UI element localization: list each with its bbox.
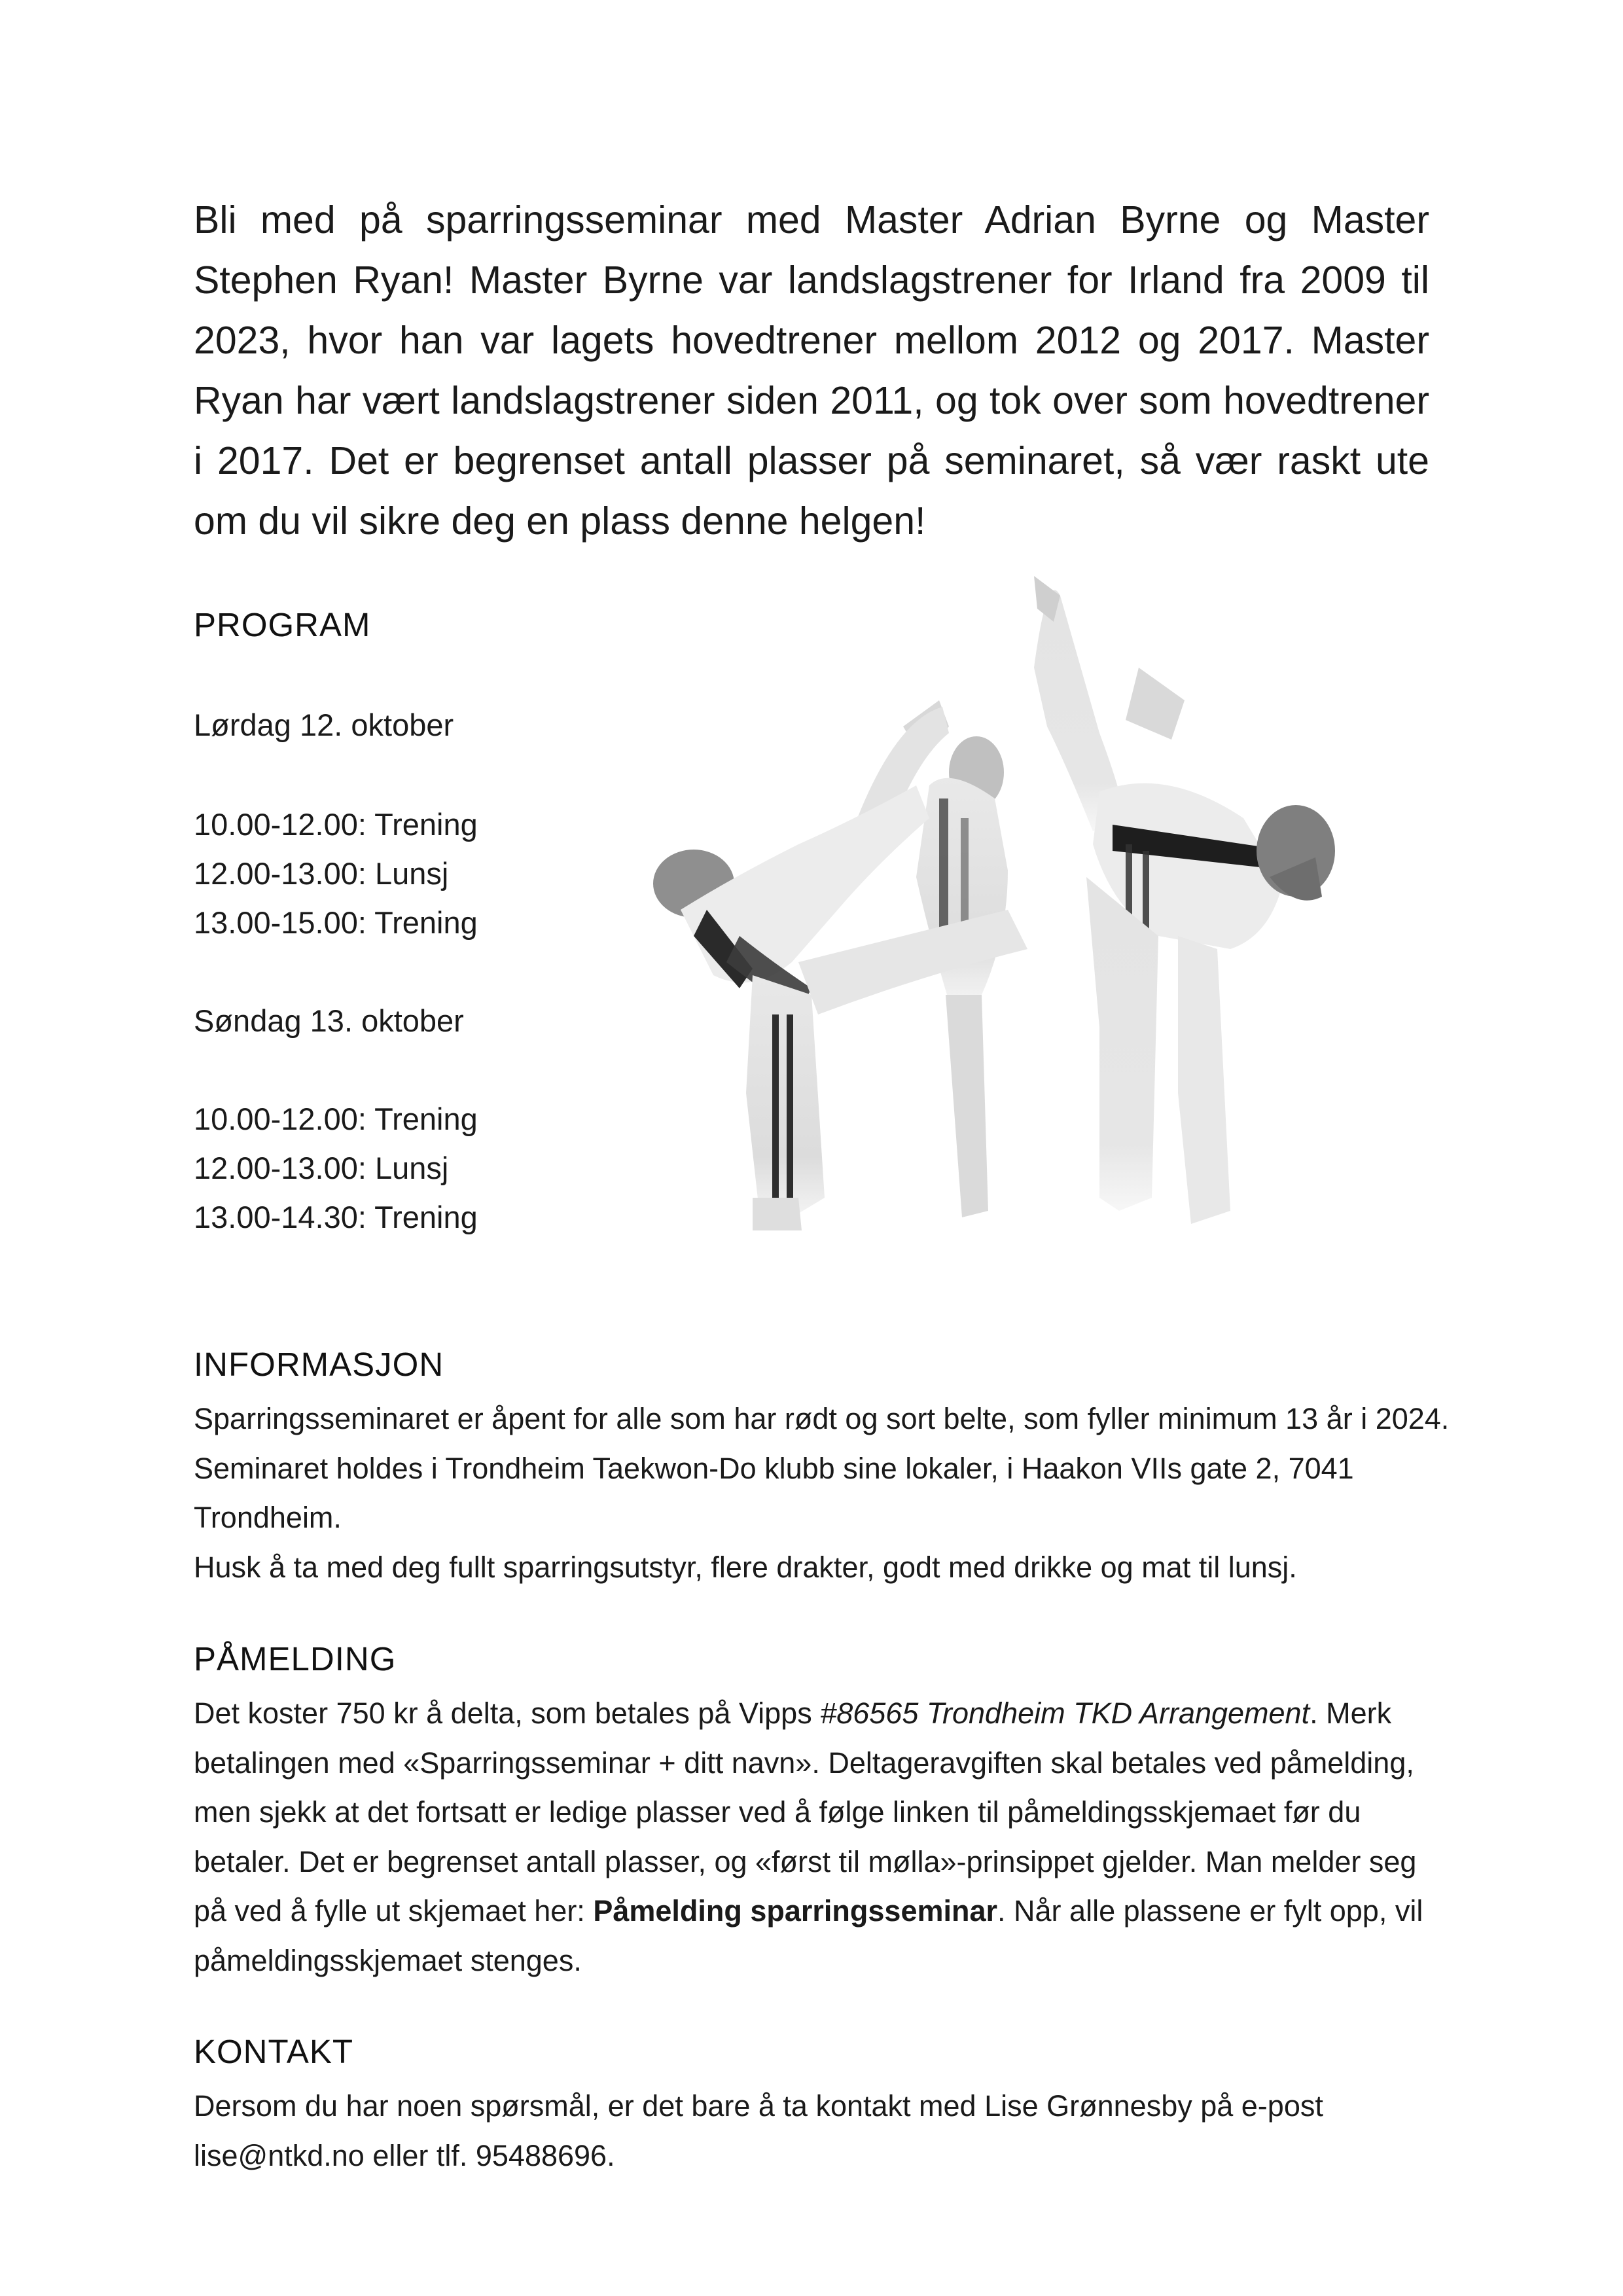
signup-text: . Når alle plassene er fylt opp, vil påmeldingsskjemaet stenges.: [194, 1894, 1423, 1977]
program-day2-item: 13.00-14.30: Trening: [194, 1200, 478, 1234]
signup-form-link[interactable]: Påmelding sparringsseminar: [593, 1894, 998, 1928]
info-paragraph: Sparringsseminaret er åpent for alle som har rødt og sort belte, som fyller minimum 13 år i 2024. Seminaret holdes i Trondheim Taekwon-Do klubb sine lokaler, i Haakon VIIs gate 2, 7041 Trondheim.: [194, 1402, 1450, 1534]
signup-text: . Merk betalingen med «Sparringsseminar + ditt navn». Deltageravgiften skal betales ved påmelding, men sjekk at det fortsatt er ledige plasser ved å følge linken til påmeldingsskjemaet før du betaler. Det er begrenset antall plasser, og «først til mølla»-prinsippet gjelder. Man melder seg på ved å fylle ut skjemaet her:: [194, 1696, 1417, 1928]
contact-paragraph: Dersom du har noen spørsmål, er det bare å ta kontakt med Lise Grønnesby på e-post lise@ntkd.no eller tlf. 95488696.: [194, 2089, 1323, 2172]
signup-text: Det koster 750 kr å delta, som betales på Vipps: [194, 1696, 821, 1730]
info-paragraph: Husk å ta med deg fullt sparringsutstyr, flere drakter, godt med drikke og mat til lunsj.: [194, 1550, 1297, 1584]
program-day2-item: 10.00-12.00: Trening: [194, 1102, 478, 1136]
program-heading: PROGRAM: [194, 606, 371, 643]
program-day2-label: Søndag 13. oktober: [194, 1003, 464, 1038]
vipps-number: #86565 Trondheim TKD Arrangement: [820, 1696, 1310, 1730]
info-section: [194, 1394, 1457, 1592]
right-kicking-fighter: [1034, 576, 1335, 1224]
signup-paragraph: [194, 1689, 1457, 1985]
taekwondo-sparring-photo: [641, 569, 1440, 1316]
info-heading: INFORMASJON: [194, 1346, 444, 1383]
contact-section: [194, 2081, 1457, 2180]
program-day2-item: 12.00-13.00: Lunsj: [194, 1151, 449, 1185]
intro-paragraph: Bli med på sparringsseminar med Master Adrian Byrne og Master Stephen Ryan! Master Byrne var landslagstrener for Irland fra 2009 til 2023, hvor han var lagets hovedtrener mellom 2012 og 2017. Master Ryan har vært landslagstrener siden 2011, og tok over som hovedtrener i 2017. Det er begrenset antall plasser på seminaret, så vær raskt ute om du vil sikre deg en plass denne helgen!: [194, 198, 1429, 543]
program-day1-item: 10.00-12.00: Trening: [194, 807, 478, 842]
signup-section: [194, 1689, 1457, 1985]
program-day1-label: Lørdag 12. oktober: [194, 708, 454, 742]
contact-heading: KONTAKT: [194, 2033, 354, 2070]
program-day1-item: 12.00-13.00: Lunsj: [194, 856, 449, 891]
program-day1-item: 13.00-15.00: Trening: [194, 905, 478, 940]
signup-heading: PÅMELDING: [194, 1640, 397, 1677]
